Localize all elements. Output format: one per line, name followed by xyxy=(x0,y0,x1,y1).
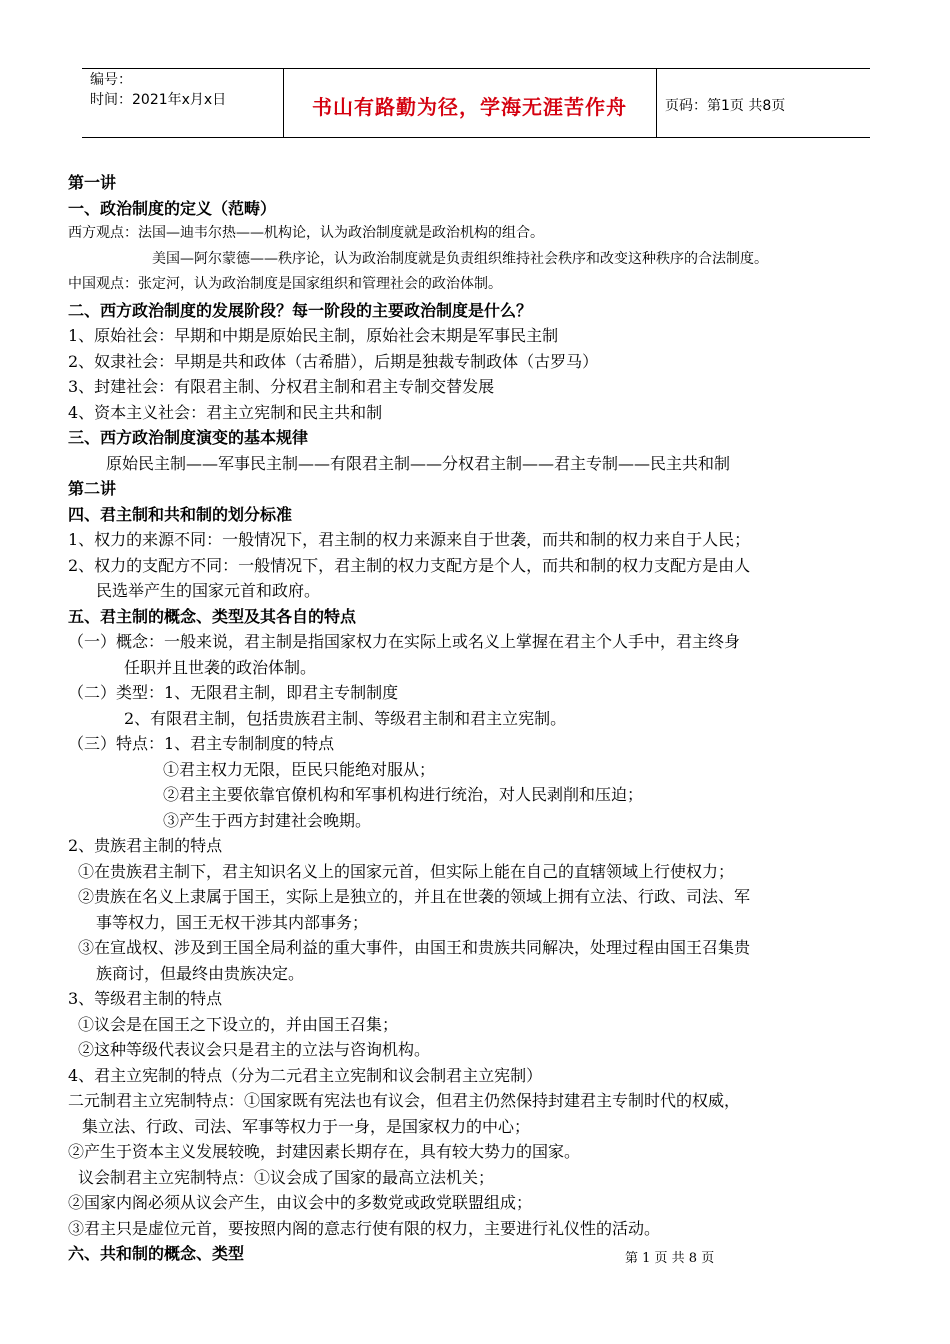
subsection-heading: 3、等级君主制的特点 xyxy=(68,989,223,1008)
header-page-cell xyxy=(657,69,870,137)
subsection-heading: 2、贵族君主制的特点 xyxy=(68,836,223,855)
doc-number-label: 编号： xyxy=(90,72,132,88)
list-item: （二）类型：1、无限君主制，即君主专制制度 xyxy=(68,683,399,702)
list-item-continuation: 任职并且世袭的政治体制。 xyxy=(124,657,317,677)
list-item: 2、有限君主制，包括贵族君主制、等级君主制和君主立宪制。 xyxy=(124,708,567,728)
list-item-continuation: 族商讨，但最终由贵族决定。 xyxy=(96,963,305,983)
list-item: ③君主只是虚位元首，要按照内阁的意志行使有限的权力，主要进行礼仪性的活动。 xyxy=(68,1218,661,1238)
list-item: ②产生于资本主义发展较晚，封建因素长期存在，具有较大势力的国家。 xyxy=(68,1142,581,1161)
paragraph-line: 二元制君主立宪制特点：①国家既有宪法也有议会，但君主仍然保持封建君主专制时代的权威， xyxy=(68,1091,741,1110)
header-meta-cell xyxy=(82,69,284,137)
section-heading: 三、西方政治制度演变的基本规律 xyxy=(68,428,309,447)
paragraph-continuation: 集立法、行政、司法、军事等权力于一身，是国家权力的中心； xyxy=(82,1116,531,1136)
page-header xyxy=(82,68,870,138)
paragraph-line: 西方观点：法国—迪韦尔热——机构论，认为政治制度就是政治机构的组合。 xyxy=(68,225,544,241)
lecture-heading: 第一讲 xyxy=(68,173,117,192)
list-item: ②这种等级代表议会只是君主的立法与咨询机构。 xyxy=(78,1040,431,1059)
header-page-code: 页码：第1页 共8页 xyxy=(665,98,786,114)
section-heading: 二、西方政治制度的发展阶段？每一阶段的主要政治制度是什么？ xyxy=(68,300,533,320)
list-item: ②贵族在名义上隶属于国王，实际上是独立的，并且在世袭的领域上拥有立法、行政、司法、军 xyxy=(78,887,751,906)
list-item: 2、奴隶社会：早期是共和政体（古希腊），后期是独裁专制政体（古罗马） xyxy=(68,351,599,371)
section-heading: 四、君主制和共和制的划分标准 xyxy=(68,504,293,524)
list-item: 4、资本主义社会：君主立宪制和民主共和制 xyxy=(68,402,383,422)
list-item-continuation: 民选举产生的国家元首和政府。 xyxy=(96,581,321,600)
list-item: （一）概念：一般来说，君主制是指国家权力在实际上或名义上掌握在君主个人手中，君主终身 xyxy=(68,632,741,651)
document-body xyxy=(68,170,888,1267)
section-heading: 六、共和制的概念、类型 xyxy=(68,1244,245,1263)
list-item: ③在宣战权、涉及到王国全局利益的重大事件，由国王和贵族共同解决，处理过程由国王召集贵 xyxy=(78,938,751,957)
list-item-continuation: 事等权力，国王无权干涉其内部事务； xyxy=(96,912,369,932)
subsection-heading: 4、君主立宪制的特点（分为二元君主立宪制和议会制君主立宪制） xyxy=(68,1065,543,1085)
list-item: ①议会是在国王之下设立的，并由国王召集； xyxy=(78,1014,399,1034)
list-item: ③产生于西方封建社会晚期。 xyxy=(163,810,372,830)
list-item: 1、原始社会：早期和中期是原始民主制，原始社会末期是军事民主制 xyxy=(68,326,559,345)
list-item: ②国家内阁必须从议会产生，由议会中的多数党或政党联盟组成； xyxy=(68,1193,533,1212)
section-heading: 一、政治制度的定义（范畴） xyxy=(68,198,277,218)
list-item: 1、权力的来源不同：一般情况下，君主制的权力来源来自于世袭，而共和制的权力来自于人民； xyxy=(68,530,751,549)
paragraph-line: 议会制君主立宪制特点：①议会成了国家的最高立法机关； xyxy=(78,1167,495,1187)
section-heading: 五、君主制的概念、类型及其各自的特点 xyxy=(68,606,357,626)
list-item: ①君主权力无限，臣民只能绝对服从； xyxy=(163,759,436,779)
header-motto-cell xyxy=(283,69,657,137)
paragraph-line: 美国—阿尔蒙德——秩序论，认为政治制度就是负责组织维持社会秩序和改变这种秩序的合法制度。 xyxy=(152,250,768,267)
paragraph-line: 原始民主制——军事民主制——有限君主制——分权君主制——君主专制——民主共和制 xyxy=(106,453,731,473)
paragraph-line: 中国观点：张定河，认为政治制度是国家组织和管理社会的政治体制。 xyxy=(68,276,502,292)
doc-date: 时间：2021年x月x日 xyxy=(90,92,227,108)
list-item: 2、权力的支配方不同：一般情况下，君主制的权力支配方是个人，而共和制的权力支配方是由人 xyxy=(68,555,751,575)
header-motto: 书山有路勤为径，学海无涯苦作舟 xyxy=(312,95,627,119)
list-item: ①在贵族君主制下，君主知识名义上的国家元首，但实际上能在自己的直辖领域上行使权力； xyxy=(78,861,735,881)
lecture-heading: 第二讲 xyxy=(68,479,117,498)
list-item: ②君主主要依靠官僚机构和军事机构进行统治，对人民剥削和压迫； xyxy=(163,785,644,804)
list-item: 3、封建社会：有限君主制、分权君主制和君主专制交替发展 xyxy=(68,377,495,396)
list-item: （三）特点：1、君主专制制度的特点 xyxy=(68,734,335,753)
page-footer: 第 1 页 共 8 页 xyxy=(625,1251,715,1266)
